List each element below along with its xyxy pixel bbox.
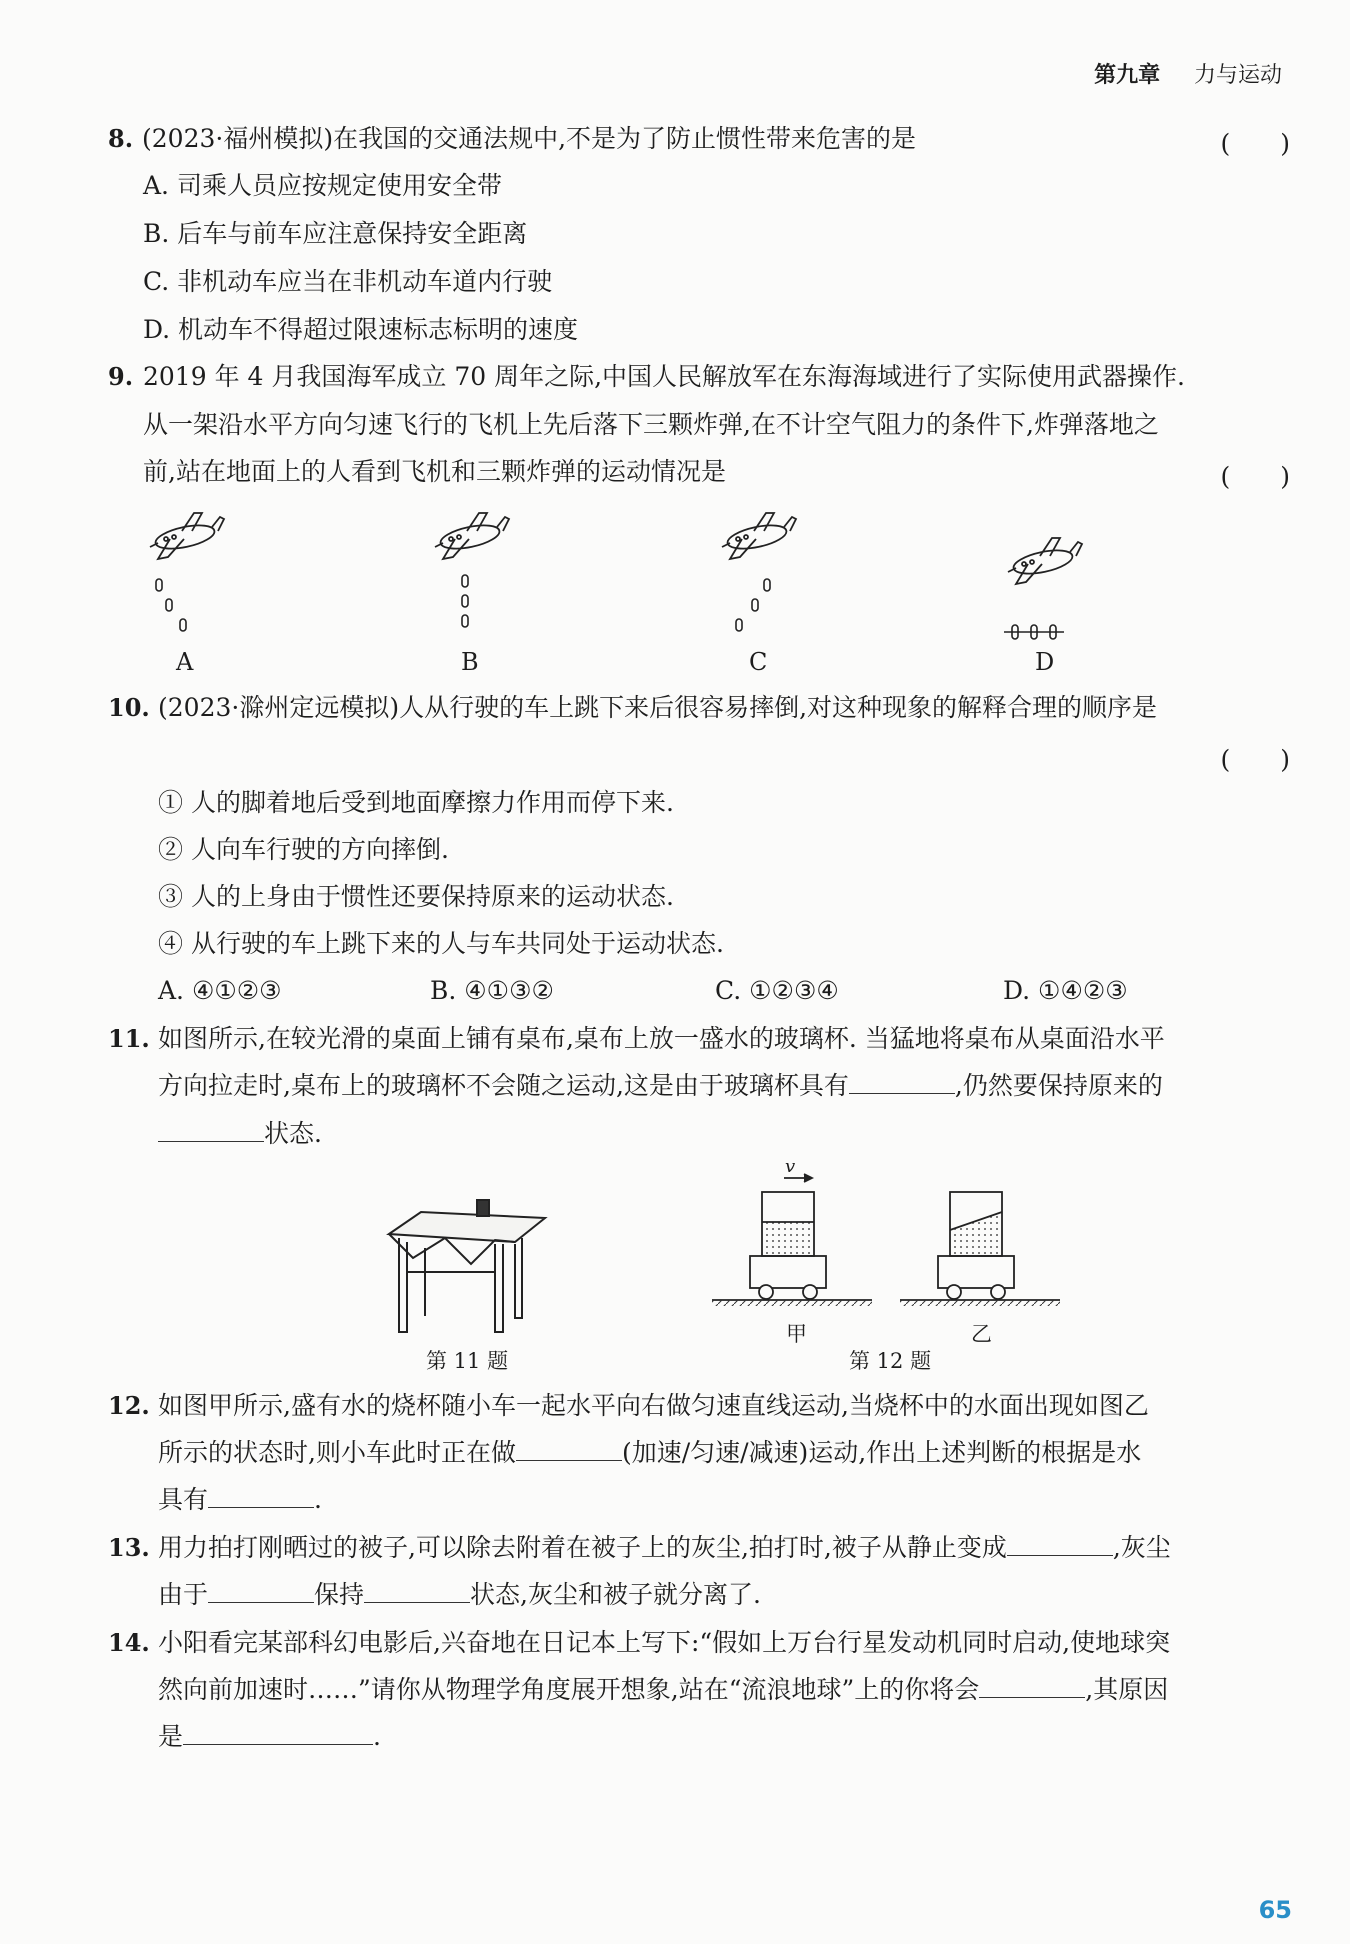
q8-option-b[interactable]: B. 后车与前车应注意保持安全距离: [143, 219, 528, 248]
q11-line-2: [158, 1071, 1163, 1101]
velocity-label: v: [785, 1156, 796, 1177]
airplane-icon: [435, 513, 509, 559]
airplane-icon: [150, 513, 224, 559]
q10-statement-1: ① 人的脚着地后受到地面摩擦力作用而停下来.: [158, 788, 674, 817]
q10-option-a[interactable]: A. ④①②③: [158, 976, 282, 1005]
q13-line-1-text-b: ,灰尘: [1112, 1533, 1171, 1562]
q14-blank-2[interactable]: [183, 1743, 373, 1745]
q11-number: 11.: [108, 1024, 150, 1053]
q14-line-3: [158, 1722, 381, 1752]
q10-option-d[interactable]: D. ①④②③: [1003, 976, 1128, 1005]
q14-line-2-text-a: 然向前加速时……”请你从物理学角度展开想象,站在“流浪地球”上的你将会: [158, 1675, 980, 1704]
q9-line-3: 前,站在地面上的人看到飞机和三颗炸弹的运动情况是: [143, 457, 726, 486]
q9-figure-a-label: A: [176, 648, 194, 676]
q12-figure-caption: 第 12 题: [849, 1349, 932, 1373]
q10-number: 10.: [108, 693, 150, 722]
q13-blank-3[interactable]: [364, 1601, 470, 1603]
q9-line-2: 从一架沿水平方向匀速飞行的飞机上先后落下三颗炸弹,在不计空气阻力的条件下,炸弹落地之: [143, 410, 1159, 439]
bomb-icons: [462, 575, 468, 627]
q12-line-3: [158, 1485, 322, 1515]
q12-blank-2[interactable]: [208, 1506, 314, 1508]
q11-table-figure: [385, 1198, 545, 1336]
q11-line-2-text-b: ,仍然要保持原来的: [954, 1071, 1163, 1100]
q12-cart-figure-yi: [898, 1160, 1063, 1315]
q8-option-a[interactable]: A. 司乘人员应按规定使用安全带: [143, 171, 502, 200]
bomb-icons: [156, 579, 186, 631]
q13-line-2-text-b: 保持: [314, 1580, 365, 1609]
q10-option-c[interactable]: C. ①②③④: [715, 976, 839, 1005]
q11-line-3-text: 状态.: [264, 1119, 322, 1148]
q9-figure-c: [712, 505, 812, 645]
chapter-title: 力与运动: [1193, 63, 1282, 88]
q14-line-3-text-a: 是: [158, 1722, 184, 1751]
q14-line-3-text-b: .: [373, 1722, 381, 1751]
q14-line-1: 小阳看完某部科幻电影后,兴奋地在日记本上写下:“假如上万台行星发动机同时启动,使地球突: [158, 1628, 1171, 1657]
q9-figure-d-label: D: [1035, 648, 1055, 676]
q13-number: 13.: [108, 1533, 150, 1562]
q13-blank-2[interactable]: [208, 1601, 314, 1603]
q12-line-2-text-a: 所示的状态时,则小车此时正在做: [158, 1438, 516, 1467]
q14-line-2: [158, 1675, 1168, 1705]
airplane-icon: [722, 513, 796, 559]
q9-figure-d: [998, 530, 1098, 645]
q12-line-3-text-a: 具有: [158, 1485, 209, 1514]
q12-line-2: [158, 1438, 1141, 1468]
q14-blank-1[interactable]: [979, 1696, 1085, 1698]
q12-line-2-text-b: (加速/匀速/减速)运动,作出上述判断的根据是水: [621, 1438, 1142, 1467]
q10-statement-2: ② 人向车行驶的方向摔倒.: [158, 835, 449, 864]
q11-blank-1[interactable]: [849, 1092, 955, 1094]
q14-number: 14.: [108, 1628, 150, 1657]
q13-line-1: [158, 1533, 1171, 1563]
q12-cart-figure-jia: [710, 1160, 875, 1315]
q10-statement-3: ③ 人的上身由于惯性还要保持原来的运动状态.: [158, 882, 674, 911]
q8-answer-paren[interactable]: ( ): [1220, 129, 1290, 158]
q8-stem: (2023·福州模拟)在我国的交通法规中,不是为了防止惯性带来危害的是: [142, 124, 917, 153]
q8-option-d[interactable]: D. 机动车不得超过限速标志标明的速度: [143, 315, 579, 344]
chapter-label: 第九章: [1094, 63, 1161, 88]
q12-line-3-text-b: .: [314, 1485, 322, 1514]
q8-number: 8.: [108, 124, 134, 153]
q13-blank-1[interactable]: [1007, 1554, 1113, 1556]
q11-line-2-text-a: 方向拉走时,桌布上的玻璃杯不会随之运动,这是由于玻璃杯具有: [158, 1071, 849, 1100]
q13-line-2-text-c: 状态,灰尘和被子就分离了.: [470, 1580, 761, 1609]
q12-line-1: 如图甲所示,盛有水的烧杯随小车一起水平向右做匀速直线运动,当烧杯中的水面出现如图乙: [158, 1391, 1149, 1420]
q13-line-2-text-a: 由于: [158, 1580, 209, 1609]
bomb-icons: [736, 579, 770, 631]
q8-option-c[interactable]: C. 非机动车应当在非机动车道内行驶: [143, 267, 553, 296]
q13-line-1-text-a: 用力拍打刚晒过的被子,可以除去附着在被子上的灰尘,拍打时,被子从静止变成: [158, 1533, 1007, 1562]
q14-line-2-text-b: ,其原因: [1085, 1675, 1169, 1704]
airplane-icon: [1008, 538, 1082, 584]
q12-blank-1[interactable]: [516, 1459, 622, 1461]
q12-label-jia: 甲: [786, 1322, 807, 1346]
q9-number: 9.: [108, 362, 134, 391]
page-header: [1094, 58, 1282, 89]
q13-line-2: [158, 1580, 761, 1610]
q10-option-b[interactable]: B. ④①③②: [430, 976, 554, 1005]
q12-label-yi: 乙: [971, 1322, 992, 1346]
page-number: 65: [1258, 1896, 1292, 1924]
q10-stem: (2023·滁州定远模拟)人从行驶的车上跳下来后很容易摔倒,对这种现象的解释合理的顺序是: [158, 693, 1158, 722]
q9-figure-b: [425, 505, 525, 645]
q9-figure-a: [140, 505, 240, 645]
q11-line-3: [158, 1119, 322, 1149]
q9-line-1: 2019 年 4 月我国海军成立 70 周年之际,中国人民解放军在东海海域进行了实际使用武器操作.: [143, 362, 1185, 391]
q10-statement-4: ④ 从行驶的车上跳下来的人与车共同处于运动状态.: [158, 929, 724, 958]
q11-line-1: 如图所示,在较光滑的桌面上铺有桌布,桌布上放一盛水的玻璃杯. 当猛地将桌布从桌面沿水平: [158, 1024, 1165, 1053]
q11-blank-2[interactable]: [158, 1140, 264, 1142]
q9-figure-c-label: C: [749, 648, 768, 676]
q11-figure-caption: 第 11 题: [426, 1349, 509, 1373]
q10-answer-paren[interactable]: ( ): [1220, 745, 1290, 774]
q12-number: 12.: [108, 1391, 150, 1420]
bomb-icons: [1004, 625, 1064, 639]
q9-answer-paren[interactable]: ( ): [1220, 462, 1290, 491]
q9-figure-b-label: B: [461, 648, 479, 676]
